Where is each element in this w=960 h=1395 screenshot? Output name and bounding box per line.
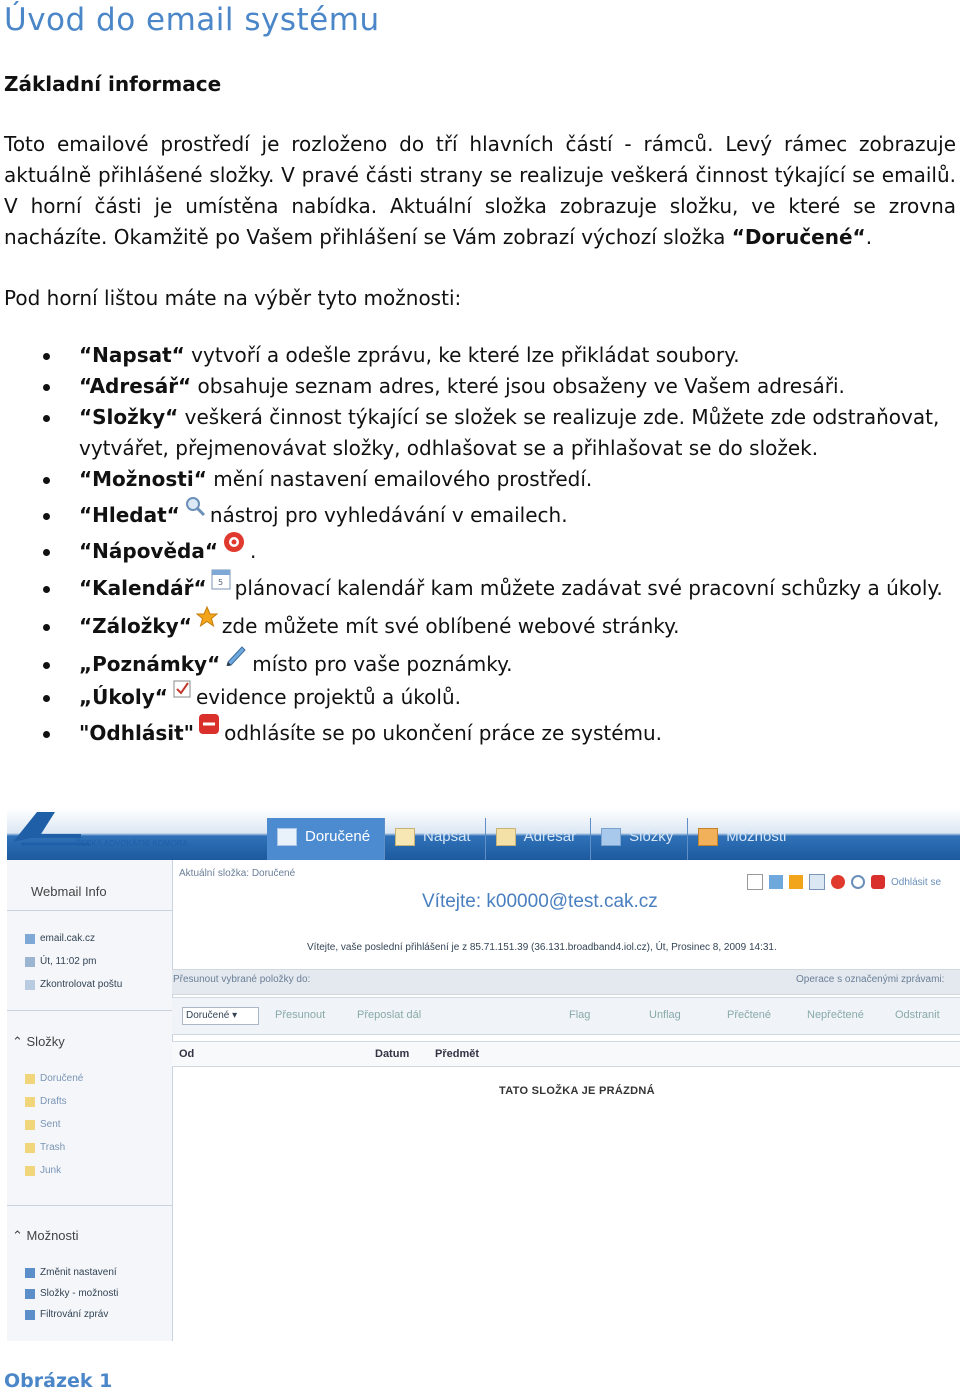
arrow-icon bbox=[25, 1268, 35, 1278]
webmail-screenshot bbox=[7, 778, 960, 1341]
arrow-icon bbox=[25, 1310, 35, 1320]
list-item: “Nápověda“ . bbox=[0, 536, 960, 569]
toolbar-icons bbox=[747, 874, 941, 890]
sidebar-item-trash[interactable]: Trash bbox=[25, 1142, 65, 1153]
divider bbox=[7, 1205, 172, 1206]
sidebar-webmail-info: Webmail Info bbox=[31, 884, 107, 899]
mark-read-button[interactable]: Přečtené bbox=[727, 1009, 772, 1021]
tab-label: Doručené bbox=[305, 828, 371, 845]
logout-icon[interactable] bbox=[871, 875, 885, 889]
svg-text:5: 5 bbox=[217, 578, 223, 587]
folder-icon bbox=[25, 1166, 35, 1176]
search-icon bbox=[184, 495, 206, 526]
divider bbox=[7, 910, 172, 911]
checkbox-icon bbox=[172, 677, 192, 708]
logout-link[interactable]: Odhlásit se bbox=[891, 876, 942, 888]
list-item: “Kalendář“ 5 plánovací kalendář kam můžete zadávat své pracovní schůzky a úkoly. bbox=[0, 573, 960, 605]
col-subject[interactable]: Předmět bbox=[435, 1048, 480, 1060]
tab-addressbook[interactable] bbox=[486, 818, 592, 860]
folders-icon bbox=[601, 828, 621, 846]
sidebar-item-junk[interactable]: Junk bbox=[25, 1165, 61, 1176]
star-icon[interactable] bbox=[789, 875, 803, 889]
help-icon bbox=[222, 530, 246, 563]
tab-compose[interactable] bbox=[385, 818, 486, 860]
logo bbox=[11, 808, 188, 855]
tab-label: Napsat bbox=[423, 828, 471, 845]
list-item: "Odhlásit" odhlásíte se po ukončení práce ze systému. bbox=[0, 718, 960, 750]
calendar-icon bbox=[211, 568, 231, 599]
logo-text: ČESKÁ ADVOKÁTNÍ KOMORA bbox=[75, 839, 188, 848]
options-list bbox=[0, 340, 960, 750]
tab-label: Složky bbox=[629, 828, 674, 845]
pencil-icon bbox=[224, 644, 248, 675]
sidebar-info-item: Út, 11:02 pm bbox=[25, 956, 97, 967]
list-item: „Úkoly“ evidence projektů a úkolů. bbox=[0, 682, 960, 714]
list-item: “Hledat“ nástroj pro vyhledávání v emailech. bbox=[0, 500, 960, 532]
addressbook-icon bbox=[496, 828, 516, 846]
col-date[interactable]: Datum bbox=[375, 1048, 410, 1060]
sidebar bbox=[7, 860, 173, 1341]
tab-inbox[interactable] bbox=[267, 818, 385, 860]
sidebar-item-filters[interactable]: Filtrování zpráv bbox=[25, 1309, 108, 1320]
options-intro: Pod horní lištou máte na výběr tyto možnosti: bbox=[4, 286, 462, 310]
clock-icon bbox=[25, 957, 35, 967]
sidebar-folders-heading[interactable]: ⌃ Složky bbox=[12, 1034, 65, 1049]
current-folder: Aktuální složka: Doručené bbox=[179, 868, 296, 879]
col-from[interactable]: Od bbox=[179, 1048, 195, 1060]
list-item: “Napsat“ vytvoří a odešle zprávu, ke které lze přikládat soubory. bbox=[0, 340, 960, 371]
compose-icon bbox=[395, 828, 415, 846]
sidebar-item-inbox[interactable]: Doručené bbox=[25, 1073, 83, 1084]
mail-icon bbox=[25, 934, 35, 944]
list-item: “Možnosti“ mění nastavení emailového prostředí. bbox=[0, 464, 960, 495]
page-title: Úvod do email systému bbox=[4, 2, 380, 38]
main-tabs bbox=[267, 818, 800, 860]
sidebar-item-settings[interactable]: Změnit nastavení bbox=[25, 1267, 117, 1278]
folder-icon bbox=[25, 1097, 35, 1107]
inbox-icon bbox=[277, 828, 297, 846]
sidebar-item-drafts[interactable]: Drafts bbox=[25, 1096, 67, 1107]
search-icon[interactable] bbox=[851, 875, 865, 889]
delete-button[interactable]: Odstranit bbox=[895, 1009, 940, 1021]
sidebar-options-heading[interactable]: ⌃ Možnosti bbox=[12, 1228, 79, 1243]
pencil-icon[interactable] bbox=[769, 875, 783, 889]
intro-paragraph: Toto emailové prostředí je rozloženo do tří hlavních částí - rámců. Levý rámec zobrazuje aktuálně přihlášené složky. V pravé části strany se realizuje veškerá činnost týkající se emailů. V horní části je umístěna nabídka. Aktuální složka zobrazuje složku, ve které se zrovna nacházíte. Okamžitě po Vašem přihlášení se Vám zobrazí výchozí složka “Doručené“. bbox=[4, 132, 956, 249]
move-button[interactable]: Přesunout bbox=[275, 1009, 326, 1021]
sidebar-info-item: email.cak.cz bbox=[25, 933, 95, 944]
section-heading: Základní informace bbox=[4, 72, 222, 96]
ops-label: Operace s označenými zprávami: bbox=[796, 974, 945, 985]
tab-options[interactable] bbox=[688, 818, 800, 860]
folder-icon bbox=[25, 1120, 35, 1130]
list-item: “Složky“ veškerá činnost týkající se složek se realizuje zde. Můžete zde odstraňovat, vytvářet, přejmenovávat složky, odhlašovat se a přihlašovat se do složek. bbox=[0, 402, 960, 464]
move-folder-select[interactable]: Doručené ▾ bbox=[182, 1007, 259, 1025]
tab-label: Možnosti bbox=[726, 828, 787, 845]
folder-icon bbox=[25, 1143, 35, 1153]
sidebar-item-sent[interactable]: Sent bbox=[25, 1119, 61, 1130]
column-header-bar bbox=[172, 1041, 960, 1067]
list-item: “Záložky“ zde můžete mít své oblíbené webové stránky. bbox=[0, 611, 960, 643]
logout-icon bbox=[198, 713, 220, 744]
options-icon bbox=[698, 828, 718, 846]
tab-folders[interactable] bbox=[591, 818, 688, 860]
folder-icon bbox=[25, 1074, 35, 1084]
star-icon bbox=[196, 606, 218, 637]
refresh-icon bbox=[25, 980, 35, 990]
move-label: Přesunout vybrané položky do: bbox=[173, 974, 311, 985]
flag-button[interactable]: Flag bbox=[569, 1009, 591, 1021]
calendar-icon[interactable] bbox=[809, 874, 825, 890]
tab-label: Adresář bbox=[523, 828, 577, 845]
divider bbox=[7, 1010, 172, 1011]
mark-unread-button[interactable]: Nepřečtené bbox=[807, 1009, 864, 1021]
welcome-text: Vítejte: k00000@test.cak.cz bbox=[422, 891, 658, 912]
check-mail-link[interactable]: Zkontrolovat poštu bbox=[25, 979, 122, 990]
list-item: „Poznámky“ místo pro vaše poznámky. bbox=[0, 649, 960, 681]
sidebar-item-folder-options[interactable]: Složky - možnosti bbox=[25, 1288, 118, 1299]
unflag-button[interactable]: Unflag bbox=[649, 1009, 681, 1021]
last-login-info: Vítejte, vaše poslední přihlášení je z 85.71.151.39 (36.131.broadband4.iol.cz), Út, Prosinec 8, 2009 14:31. bbox=[307, 942, 777, 953]
help-icon[interactable] bbox=[831, 875, 845, 889]
checkbox-icon[interactable] bbox=[747, 874, 763, 890]
list-item: “Adresář“ obsahuje seznam adres, které jsou obsaženy ve Vašem adresáři. bbox=[0, 371, 960, 402]
empty-folder-message: TATO SLOŽKA JE PRÁZDNÁ bbox=[499, 1085, 655, 1097]
forward-button[interactable]: Přeposlat dál bbox=[357, 1009, 422, 1021]
figure-caption: Obrázek 1 bbox=[4, 1370, 113, 1392]
arrow-icon bbox=[25, 1289, 35, 1299]
